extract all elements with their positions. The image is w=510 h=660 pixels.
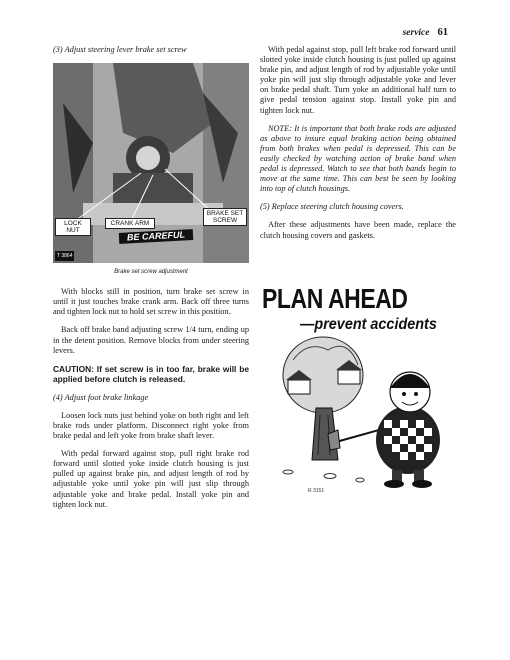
left-column xyxy=(53,45,249,518)
heading-step-5: (5) Replace steering clutch housing covers. xyxy=(260,202,404,212)
caution-note: CAUTION: If set screw is in too far, brake will be applied before clutch is released. xyxy=(53,363,249,385)
photo-caption: Brake set screw adjustment xyxy=(114,269,188,276)
heading-step-4: (4) Adjust foot brake linkage xyxy=(53,392,149,402)
brake-set-screw-photo xyxy=(53,63,249,263)
paragraph: With blocks still in position, turn brake set screw in until it just touches brake crank arm. Back off three turns and tighten lock nut to hold set screw in this position. xyxy=(53,287,249,317)
note-paragraph: NOTE: It is important that both brake rods are adjusted as above to insure equal braking action being obtained from both brakes when pedal is depressed. This can be easily checked by watching action of brake band when pedal is depressed. Watch to see that both bands begin to move at the same time. This can best be seen by looking into top of clutch housings. xyxy=(260,123,456,194)
poster-subtitle: —prevent accidents xyxy=(300,316,437,333)
figure-number: T 3864 xyxy=(55,251,74,261)
page-number: 61 xyxy=(437,27,448,38)
paragraph: Loosen lock nuts just behind yoke on both right and left brake rods under platform. Disconnect right yoke from brake pedal and left yoke from brake shaft lever. xyxy=(53,410,249,441)
right-column xyxy=(260,45,456,249)
section-title: service xyxy=(402,28,430,38)
poster-title: PLAN AHEAD xyxy=(262,283,408,314)
brake-set-screw-label: BRAKE SET SCREW xyxy=(203,208,247,226)
crank-arm-label: CRANK ARM xyxy=(105,218,155,229)
running-header xyxy=(403,27,448,38)
paragraph: Back off brake band adjusting screw 1/4 turn, ending up in the detent position. Remove blocks from under steering levers. xyxy=(53,325,249,355)
heading-step-3: (3) Adjust steering lever brake set screw xyxy=(53,45,187,54)
poster-code: R 3151 xyxy=(308,488,325,494)
be-careful-sign: BE CAREFUL xyxy=(119,229,193,244)
lumberjack-cartoon xyxy=(268,330,458,490)
paragraph: With pedal against stop, pull left brake rod forward until slotted yoke inside clutch housing is just pulled up against brake pin, and adjust length of rod by adjustable yoke until yoke pin will just slip through adjustable yoke and lever on brake pedal shaft. Turn yoke an additional half turn to give pedal tension against stop. Install yoke pin and tighten lock nut. xyxy=(260,45,456,115)
paragraph: After these adjustments have been made, replace the clutch housing covers and gaskets. xyxy=(260,220,456,240)
lock-nut-label: LOCK NUT xyxy=(55,218,91,236)
paragraph: With pedal forward against stop, pull right brake rod forward until slotted yoke inside clutch housing is just pulled up against brake pin, and adjust length of rod by adjustable yoke until yoke pin will just slip through adjustable yoke and brake pedal. Install yoke pin and tighten lock nut. xyxy=(53,449,249,509)
